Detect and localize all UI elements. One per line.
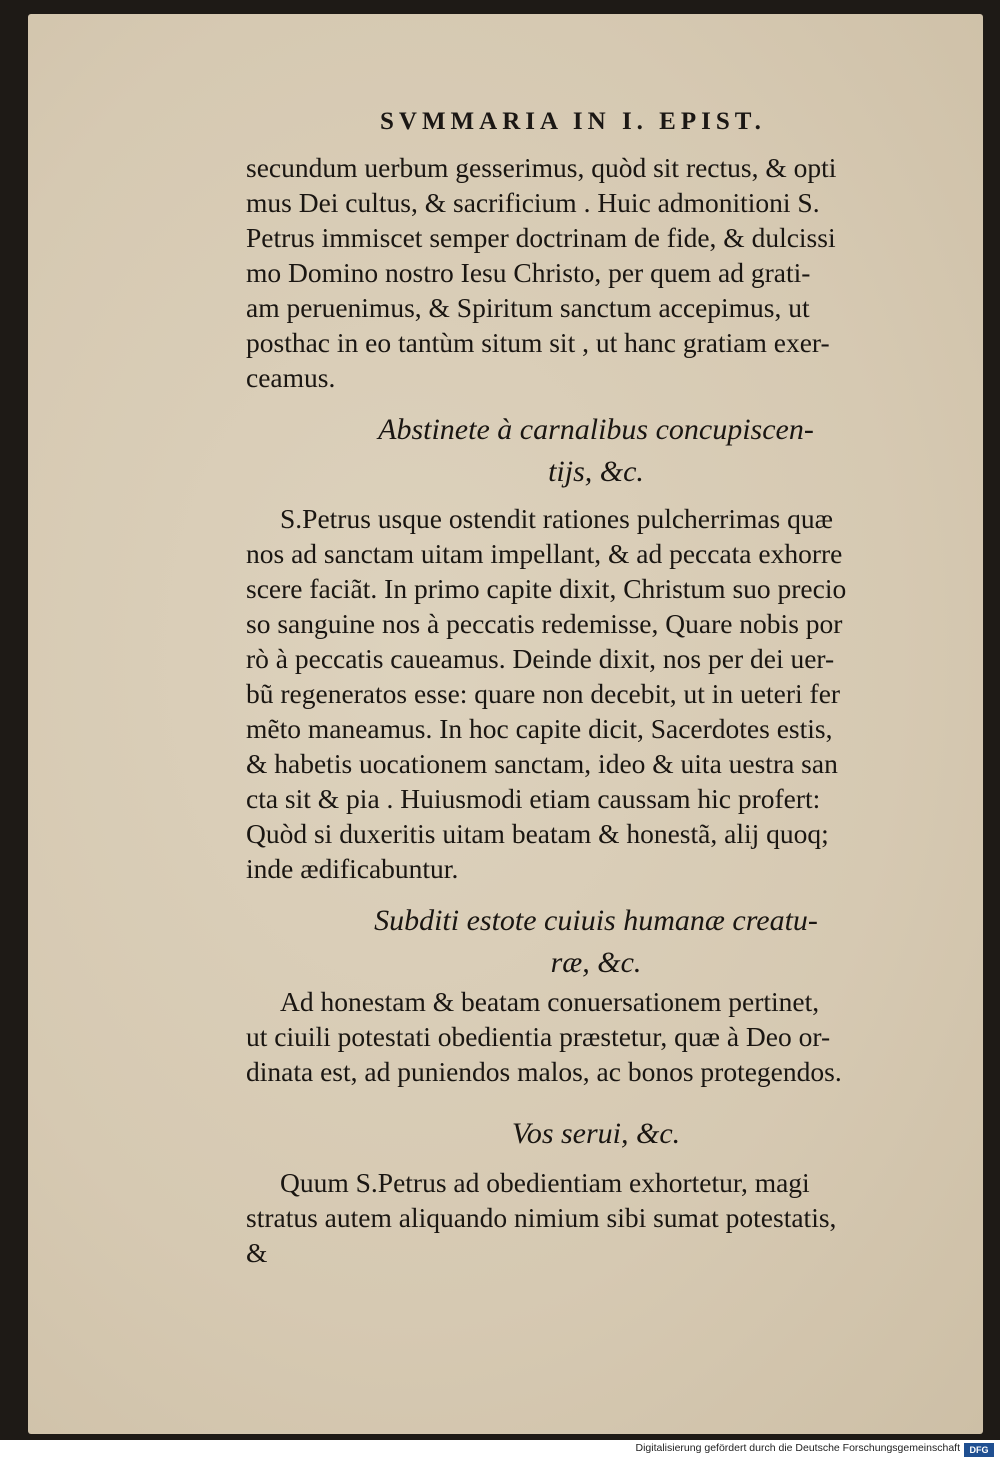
text-line: Ad honestam & beatam conuersationem pertinet, [280,986,820,1017]
dfg-logo: DFG [964,1443,994,1457]
text-line: cta sit & pia . Huiusmodi etiam caussam hic profert: [246,783,821,814]
text-line: mẽto maneamus. In hoc capite dicit, Sacerdotes estis, [246,713,833,744]
text-line: dinata est, ad puniendos malos, ac bonos protegendos. [246,1056,842,1087]
text-line: ceamus. [246,362,336,393]
opening-paragraph [246,150,946,395]
paragraph-4 [246,1165,946,1235]
text-line: bũ regeneratos esse: quare non decebit, ut in ueteri fer [246,678,841,709]
section-heading-abstinete [246,409,946,493]
heading-line: Subditi estote cuiuis humanæ creatu- [374,904,818,937]
footer-strip [0,1440,1000,1460]
section-heading-subditi [246,900,946,984]
text-line: am peruenimus, & Spiritum sanctum accepimus, ut [246,292,810,323]
text-line: posthac in eo tantùm situm sit , ut hanc gratiam exer- [246,327,830,358]
text-line: scere faciãt. In primo capite dixit, Christum suo precio [246,573,847,604]
footer-credit: Digitalisierung gefördert durch die Deutsche Forschungsgemeinschaft [635,1442,960,1454]
text-line: Quum S.Petrus ad obedientiam exhortetur, magi [280,1167,810,1198]
heading-line: ræ, &c. [550,946,642,979]
text-line: Petrus immiscet semper doctrinam de fide, & dulcissi [246,222,836,253]
section-heading-vos-serui: Vos serui, &c. [511,1117,681,1150]
text-line: so sanguine nos à peccatis redemisse, Quare nobis por [246,608,843,639]
text-line: inde ædificabuntur. [246,853,459,884]
running-head: SVMMARIA IN I. EPIST. [380,108,766,135]
text-line: rò à peccatis caueamus. Deinde dixit, nos per dei uer- [246,643,835,674]
paragraph-2 [246,501,946,886]
text-line: & habetis uocationem sanctam, ideo & uita uestra san [246,748,838,779]
heading-line: tijs, &c. [548,455,644,488]
text-line: stratus autem aliquando nimium sibi sumat potestatis, [246,1202,837,1233]
text-line: mus Dei cultus, & sacrificium . Huic admonitioni S. [246,187,820,218]
text-line: mo Domino nostro Iesu Christo, per quem ad grati- [246,257,811,288]
text-block [246,150,946,1270]
paragraph-3 [246,984,946,1089]
text-line: Quòd si duxeritis uitam beatam & honestã, alij quoq; [246,818,829,849]
text-line: nos ad sanctam uitam impellant, & ad peccata exhorre [246,538,843,569]
text-line: ut ciuili potestati obedientia præstetur, quæ à Deo or- [246,1021,831,1052]
catchword: & [246,1237,268,1268]
text-line: S.Petrus usque ostendit rationes pulcherrimas quæ [280,503,833,534]
text-line: secundum uerbum gesserimus, quòd sit rectus, & opti [246,152,837,183]
heading-line: Abstinete à carnalibus concupiscen- [378,413,814,446]
